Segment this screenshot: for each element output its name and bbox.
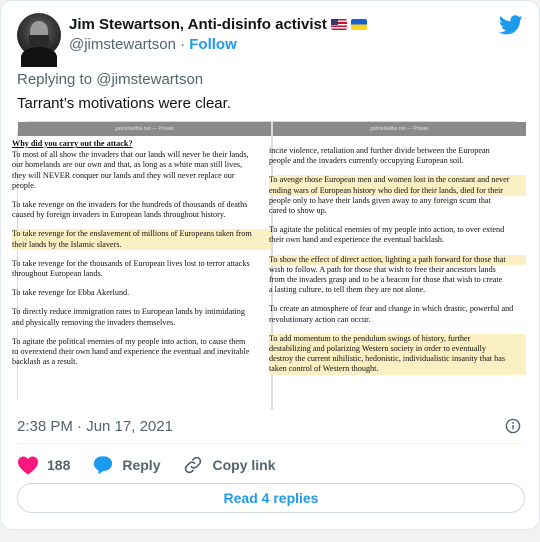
paragraph-gap xyxy=(269,325,526,334)
reply-bubble-icon xyxy=(92,455,114,475)
replying-prefix: Replying to xyxy=(17,71,97,88)
paragraph-gap xyxy=(269,216,526,225)
replying-to-mention[interactable]: @jimstewartson xyxy=(96,71,204,88)
document-line: our homelands are our own and that, as long as a white man still lives, xyxy=(12,160,243,170)
document-line: To directly reduce immigration rates to European lands by intimidating xyxy=(12,307,245,317)
document-line: To add momentum to the pendulum swings of history, further xyxy=(269,334,526,344)
likes-count: 188 xyxy=(47,457,71,473)
media-image-left[interactable] xyxy=(12,122,271,410)
document-line: To show the effect of direct action, lighting a path forward for those that xyxy=(269,255,526,265)
ukraine-flag-icon xyxy=(351,19,367,30)
document-line: To most of all show the invaders that our lands will never be their lands, xyxy=(12,150,249,160)
document-line: revolutionary action can occur. xyxy=(269,314,371,324)
paragraph-gap xyxy=(12,298,271,307)
tweet-actions xyxy=(17,453,298,477)
link-icon xyxy=(182,455,204,475)
document-heading: Why did you carry out the attack? xyxy=(12,139,133,148)
paragraph-gap xyxy=(12,279,271,288)
copy-link-label: Copy link xyxy=(212,457,276,473)
document-line: backlash as a result. xyxy=(12,357,78,367)
document-line: To create an atmosphere of fear and change in which drastic, powerful and xyxy=(269,304,514,314)
media-image-right[interactable] xyxy=(269,122,526,410)
document-line: To take revenge for Ebba Akerlund. xyxy=(12,288,130,298)
paragraph-gap xyxy=(12,250,271,259)
document-line: they will NEVER conquer our lands and they will never replace our xyxy=(12,170,235,180)
paragraph-gap xyxy=(12,328,271,337)
info-icon[interactable] xyxy=(505,418,521,434)
document-line: To agitate the political enemies of my people into action, to over extend xyxy=(269,225,505,235)
document-line: To take revenge for the thousands of European lives lost to terror attacks xyxy=(12,258,250,268)
replying-to xyxy=(17,71,203,88)
document-line: from the invaders grasp and to be a beacon for those that wish to create xyxy=(269,275,503,285)
document-line: To avenge those European men and women lost in the constant and never xyxy=(269,175,526,185)
document-line: ending wars of European history who died for their lands, died for their xyxy=(269,186,526,196)
browser-url-bar: gabrielwillbe.net — Private xyxy=(273,122,526,136)
document-line: their own hand and experience the eventual backlash. xyxy=(269,235,445,245)
author-handle[interactable]: @jimstewartson xyxy=(69,36,176,53)
document-line: people only to have their lands given away to any foreign scum that xyxy=(269,195,491,205)
reply-label: Reply xyxy=(122,457,161,473)
follow-button[interactable]: Follow xyxy=(189,36,237,53)
reply-button[interactable] xyxy=(92,455,160,475)
document-line: To take revenge on the invaders for the hundreds of thousands of deaths xyxy=(12,200,248,210)
document-line: to overextend their own hand and experience the eventual and inevitable xyxy=(12,347,250,357)
paragraph-gap xyxy=(269,246,526,255)
document-line: throughout European lands. xyxy=(12,269,103,279)
paragraph-gap xyxy=(12,191,271,200)
document-line: destabilizing and polarizing Western society in order to eventually xyxy=(269,344,526,354)
us-flag-icon xyxy=(331,19,347,30)
browser-url-bar: gabrielwillbe.net — Private xyxy=(18,122,271,136)
paragraph-gap xyxy=(269,166,526,175)
avatar[interactable] xyxy=(17,13,61,57)
document-text-left xyxy=(12,139,271,367)
document-line: people. xyxy=(12,180,36,190)
document-text-right xyxy=(269,146,526,375)
like-button[interactable] xyxy=(17,455,70,475)
tweet-header xyxy=(17,13,523,59)
author-name-row[interactable] xyxy=(69,16,367,33)
paragraph-gap xyxy=(269,295,526,304)
document-line: wish to follow. A path for those that wish to free their ancestors lands xyxy=(269,264,496,274)
document-line: their lands by the Islamic slavers. xyxy=(12,240,271,250)
document-line: caused by foreign invaders in European lands throughout history. xyxy=(12,210,226,220)
document-line: a lasting culture, to tell them they are not alone. xyxy=(269,285,426,295)
tweet-text: Tarrant’s motivations were clear. xyxy=(17,95,231,112)
document-line: incite violence, retaliation and further divide between the European xyxy=(269,146,490,155)
document-line: destroy the current nihilistic, hedonistic, individualistic insanity that has xyxy=(269,354,526,364)
document-line: people and the invaders currently occupying European soil. xyxy=(269,156,464,166)
twitter-bird-icon[interactable] xyxy=(499,13,523,37)
read-replies-button[interactable]: Read 4 replies xyxy=(17,483,525,513)
document-line: cared to show up. xyxy=(269,206,327,216)
document-line: taken control of Western thought. xyxy=(269,364,526,374)
handle-row xyxy=(69,36,237,53)
tweet-timestamp[interactable]: 2:38 PM · Jun 17, 2021 xyxy=(17,418,173,435)
document-line: To take revenge for the enslavement of millions of Europeans taken from xyxy=(12,229,271,239)
divider xyxy=(17,443,523,444)
author-name[interactable]: Jim Stewartson, Anti-disinfo activist xyxy=(69,16,327,33)
tweet-media[interactable] xyxy=(12,121,525,409)
heart-icon xyxy=(17,455,39,475)
separator-dot: · xyxy=(180,36,186,53)
paragraph-gap xyxy=(12,220,271,229)
document-line: To agitate the political enemies of my people into action, to cause them xyxy=(12,336,246,346)
document-line: and physically removing the invaders themselves. xyxy=(12,317,176,327)
copy-link-button[interactable] xyxy=(182,455,275,475)
